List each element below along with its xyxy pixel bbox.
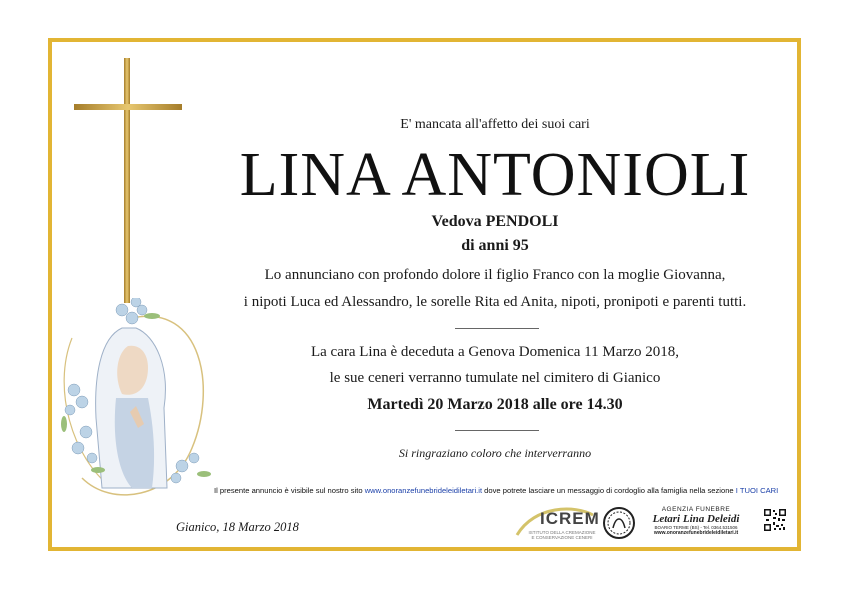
icrem-logo-subtext: ISTITUTO DELLA CREMAZIONE E CONSERVAZIONE CENERI [528,530,596,540]
notice-text-pre: Il presente annuncio è visibile sul nostro sito [214,486,365,495]
divider [455,328,539,329]
agency-logo [637,506,755,536]
website-notice [214,486,794,495]
place-date: Gianico, 18 Marzo 2018 [176,520,299,534]
announcement-line-1: Lo annunciano con profondo dolore il figlio Franco con la moglie Giovanna, [264,267,726,283]
agency-name: Letari Lina Deleidi [652,513,740,525]
agency-label: AGENZIA FUNEBRE [661,506,731,513]
announcement-line-2: i nipoti Luca ed Alessandro, le sorelle Rita ed Anita, nipoti, pronipoti e parenti tutti. [243,294,747,310]
widow-line: Vedova PENDOLI [431,213,559,230]
notice-text-post: dove potrete lasciare un messaggio di cordoglio alla famiglia nella sezione [482,486,736,495]
cross-icon [72,58,184,308]
agency-website[interactable]: www.onoranzefunebrideleidiletari.it [653,530,739,536]
icrem-logo-text: ICREM [540,509,600,528]
death-line-2: le sue ceneri verranno tumulate nel cimitero di Gianico [329,370,661,386]
ceremony-date: Martedì 20 Marzo 2018 alle ore 14.30 [367,396,623,413]
section-name: I TUOI CARI [735,486,779,495]
intro-text: E' mancata all'affetto dei suoi cari [400,117,590,132]
website-link[interactable]: www.onoranzefunebrideleidiletari.it [364,486,483,495]
deceased-name: LINA ANTONIOLI [239,141,751,209]
madonna-illustration [52,298,222,510]
agency-seal-icon [602,506,636,540]
qr-code-icon[interactable] [763,508,787,532]
death-line-1: La cara Lina è deceduta a Genova Domenica 11 Marzo 2018, [310,344,680,360]
thanks-line: Si ringraziano coloro che interverranno [398,446,592,460]
divider [455,430,539,431]
age-line: di anni 95 [461,237,529,254]
agency-address: BOARIO TERME (BS) - Tel. 0364.531506 [654,525,738,530]
